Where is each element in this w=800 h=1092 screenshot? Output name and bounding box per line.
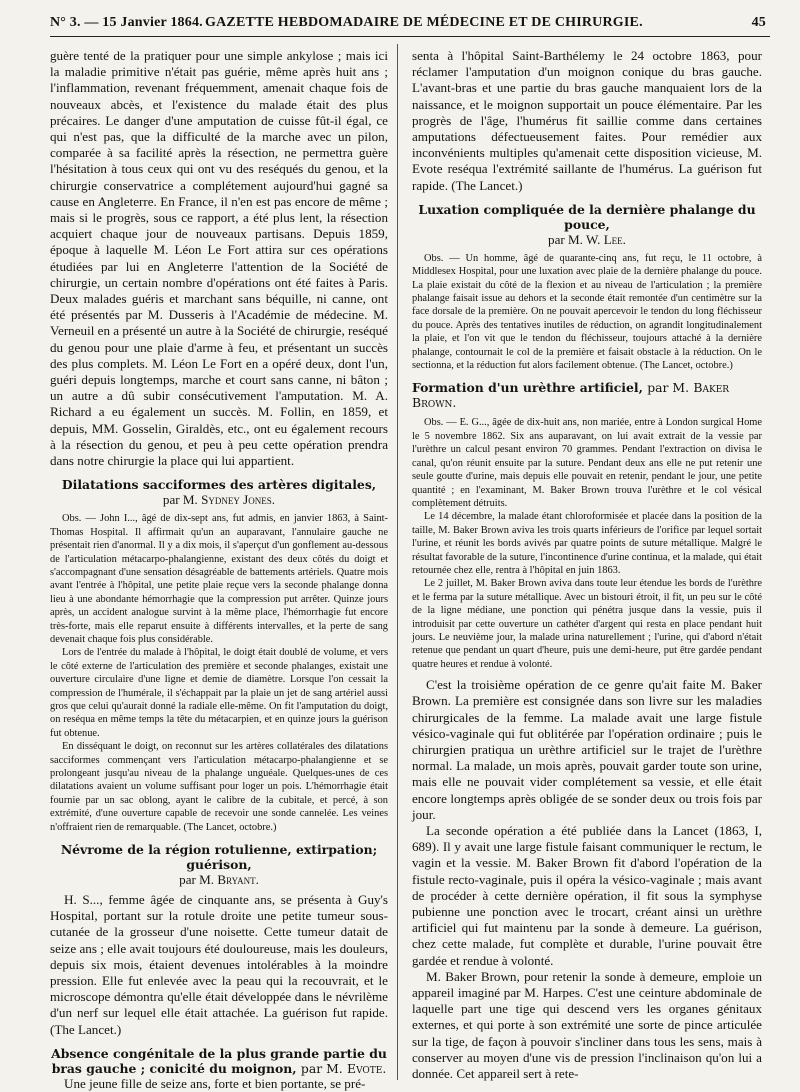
byline-prefix: par M.	[162, 492, 198, 508]
dilatations-p3: En disséquant le doigt, on reconnut sur les artères collatérales des dilatations sacciformes commençant vers l'articulation métacarpo-phalangienne et se prolongeant jusqu'au niveau de la phalange unguéale. Quelques-unes de ces dilatations avaient un volume suffisant pour loger un pois. L'hémorrhagie était fournie par un sac oblong, ayant le calibre de la cubitale, et percé, à son extrémité, d'une ouverture capable de recevoir une sonde cannelée. Les veines n'offraient rien de remarquable. (The Lancet, octobre.)	[50, 741, 388, 833]
luxation-obs: Obs. — Un homme, âgé de quarante-cinq ans, fut reçu, le 11 octobre, à Middlesex Hospital, pour une luxation avec plaie de la dernière phalange du pouce. La plaie existait du côté de la flexion et au niveau de l'articulation ; la première phalange faisait issue au dehors et la seconde était remontée d'un centimètre sur la face dorsale de la première. On ne pouvait apercevoir le tendon du long fléchisseur du pouce. Après des tentatives inutiles de réduction, on agrandit longitudinalement la plaie, et l'on vit que le tendon du fléchisseur, toujours attaché à la dernière phalange, contournait le col de la première et faisait obstacle à la réduction. On le sectionna, et la réduction fut alors facilement obtenue. (The Lancet, octobre.)	[412, 252, 762, 372]
urethre-p5: La seconde opération a été publiée dans la Lancet (1863, I, 689). Il y avait une large fistule faisant communiquer le rectum, le vagin et la vessie. M. Baker Brown fit d'abord l'opération de la fistule recto-vaginale, puis il opéra la vésico-vaginale ; mais avant de procéder à cette dernière opération, il fit sous la symphyse pubienne une ponction avec le trocart, créant ainsi un urèthre artificiel qui fut maintenu par la sonde à demeure. La guérison, chez cette malade, fut complète et durable, l'urine pouvait être gardée et rendue à volonté.	[412, 823, 762, 968]
byline-dilatations	[50, 492, 388, 508]
issue-date: N° 3. — 15 Janvier 1864.	[50, 15, 203, 30]
author-name: Lee.	[603, 231, 626, 247]
page-number: 45	[751, 15, 766, 30]
section-title-urethre	[412, 380, 762, 410]
byline-prefix: par M. W.	[548, 231, 601, 247]
byline-nevrome	[50, 872, 388, 888]
byline-luxation	[412, 232, 762, 248]
dilatations-obs: Obs. — John I..., âgé de dix-sept ans, fut admis, en janvier 1863, à Saint-Thomas Hospital. Il affirmait qu'un an auparavant, l'annulaire gauche ne présentait rien d'anormal. Il y a dix mois, il s'aperçut d'un gonflement au-dessous de l'articulation métacarpo-phalangienne, existant des deux côtés du doigt et s'accompagnant d'une sensation désagréable de battements artériels. Quatre mois avant l'entrée à l'hôpital, une petite plaie reçue vers la seconde phalange donna lieu à une abondante hémorrhagie que la compression put arrêter. Quinze jours après, un accident analogue survint à la même place, l'hémorrhagie fut encore très-forte, mais elle reparut ensuite à différents intervalles, et la perte de sang devenait chaque fois plus considérable.	[50, 513, 388, 645]
author-name: Bryant.	[217, 872, 259, 888]
section-title-text: Formation d'un urèthre artificiel,	[412, 380, 643, 396]
section-title-absence	[50, 1046, 388, 1076]
page-header	[50, 12, 770, 37]
dilatations-p2: Lors de l'entrée du malade à l'hôpital, le doigt était doublé de volume, et vers le côté externe de l'articulation des première et seconde phalanges, existait une ouverture circulaire d'une ligne et demie de diamètre. Lorsque l'on cessait la compression de l'humérale, il s'échappait par la plaie un jet de sang artériel aussi gros que celui qu'aurait donné la radiale elle-même. On fit l'amputation du doigt, on reséqua en même temps la tête du métacarpien, et en quinze jours la guérison fut obtenue.	[50, 647, 388, 739]
author-name: Baker Brown.	[412, 380, 730, 411]
right-column	[412, 48, 762, 1080]
urethre-obs: Obs. — E. G..., âgée de dix-huit ans, non mariée, entre à London surgical Home le 5 novembre 1862. Six ans auparavant, on lui avait extrait de la vessie par l'urèthre un calcul pesant environ 70 grammes. Pendant l'extraction on divisa le canal, qu'on réunit ensuite par la suture. Pendant deux ans elle ne put retenir une seule goutte d'urine, mais depuis elle pouvait en retenir, pendant le jour, une petite quantité ; en l'examinant, M. Baker Brown trouva l'urèthre et le col vésical complètement détruits.	[412, 417, 762, 509]
author-name: Sydney Jones.	[201, 492, 276, 508]
byline-prefix: par M.	[300, 1060, 343, 1076]
left-column	[50, 48, 388, 1091]
byline-prefix: par M.	[179, 872, 215, 888]
urethre-p6: M. Baker Brown, pour retenir la sonde à demeure, emploie un appareil imaginé par M. Harpes. C'est une ceinture abdominale de laquelle part une tige qui descend vers les organes génitaux externes, et qui porte à son extrémité une sorte de pince articulée sur la tige, de façon à pouvoir s'incliner dans tous les sens, mais à conserver au moyen d'une vis de pression l'inclinaison qu'on lui a donnée. Cet appareil sert à rete-	[412, 968, 762, 1082]
section-title-text: Absence congénitale de la plus grande partie du bras gauche ; conicité du moignon,	[51, 1045, 387, 1076]
section-title-nevrome: Névrome de la région rotulienne, extirpation; guérison,	[60, 842, 378, 873]
intro-paragraph: guère tenté de la pratiquer pour une simple ankylose ; mais ici la maladie primitive n'était pas guérie, même après huit ans ; l'inflammation, revenant fréquemment, amenait chaque fois de nouveaux abcès, et l'existence du malade était des plus précaires. Le danger d'une amputation de cuisse fût-il égal, ce qui n'est pas, que la difficulté de la marche avec un pilon, comparée à sa facilité après la résection, ne permettra guère l'hésitation à tous ceux qui ont vu des reséqués du genou, et la chirurgie conservatrice a complétement aujourd'hui gagné sa cause en Angleterre. En France, il n'en est pas encore de même ; mais si le progrès, sous ce rapport, a été plus lent, la résection acquiert chaque jour de nouveaux partisans. Depuis 1859, époque à laquelle M. Léon Le Fort attira sur ces opérations étudiées par lui en Angleterre l'attention de la Société de chirurgie, un certain nombre d'opérations ont été faites à Paris. Deux malades guéris et marchant sans béquille, ni canne, ont été présentés par M. Dusseris à l'Académie de médecine. M. Verneuil en a présenté un autre à la Société de chirurgie, reséqué du genou pour une plaie d'arme à feu, et présentant un succès des plus complets. M. Léon Le Fort en a opéré deux, dont l'un, guéri depuis longtemps, marche et court sans canne, ni bâton ; un autre a dû subir consécutivement l'amputation. M. A. Richard a eu également un succès. M. Follin, en 1859, et depuis, MM. Gosselin, Giraldès, etc., ont eu également recours à la résection du genou, et peu à peu cette opération prendra dans notre chirurgie la place qui lui appartient.	[50, 48, 388, 469]
column-divider	[397, 44, 398, 1080]
urethre-p4: C'est la troisième opération de ce genre qu'ait faite M. Baker Brown. La première est consignée dans son livre sur les maladies chirurgicales de la femme. La malade avait une large fistule vésico-vaginale qui fut oblitérée par l'opération ordinaire ; puis le chirurgien pratiqua un urèthre artificiel sur le trajet de l'urèthre normal. La malade, un mois après, pouvait garder toute son urine, mais elle ne pouvait vider complétement sa vessie, et elle était encore longtemps après obligée de se sonder deux ou trois fois par jour.	[412, 677, 762, 822]
nevrome-paragraph: H. S..., femme âgée de cinquante ans, se présenta à Guy's Hospital, portant sur la rotule droite une petite tumeur sous-cutanée de la grosseur d'une noisette. Cette tumeur datait de seize ans ; elle avait toujours été douloureuse, mais les douleurs, depuis six mois, étaient devenues intolérables à la moindre pression. Elle fut enlevée avec la peau qui la recouvrait, et le microscope démontra qu'elle était développée dans le névrilème d'un nerf sur lequel elle était attachée. La guérison fut rapide. (The Lancet.)	[50, 892, 388, 1037]
journal-title: GAZETTE HEBDOMADAIRE DE MÉDECINE ET DE CHIRURGIE.	[205, 15, 643, 30]
absence-paragraph-cont: senta à l'hôpital Saint-Barthélemy le 24 octobre 1863, pour réclamer l'amputation d'un moignon conique du bras gauche. L'avant-bras et une partie du bras gauche manquaient lors de la naissance, et le moignon supportait un pouce élémentaire. Par les progrès de l'âge, l'humérus fit saillie comme dans certaines amputations défectueusement faites. Pour remédier aux inconvénients multiples qu'amenait cette disposition vicieuse, M. Evote reséqua l'extrémité saillante de l'humérus. La guérison fut rapide. (The Lancet.)	[412, 48, 762, 193]
byline-prefix: par M.	[647, 380, 690, 396]
urethre-p3: Le 2 juillet, M. Baker Brown aviva dans toute leur étendue les bords de l'urèthre et le ferma par la suture métallique. Avec un bistouri étroit, il fit, un peu sur le côté de la ligne médiane, une ponction qui pénétra jusque dans la vessie, puis il introduisit par cette ouverture un cathéter d'argent qui resta en place pendant huit jours. Le neuvième jour, la malade urina naturellement ; l'urine, qui d'abord n'était retenue que pendant un quart d'heure, puis une demi-heure, put être gardée pendant quatre heures et rendue à volonté.	[412, 578, 762, 670]
section-title-dilatations: Dilatations sacciformes des artères digitales,	[61, 477, 377, 493]
section-title-luxation: Luxation compliquée de la dernière phalange du pouce,	[418, 201, 756, 232]
urethre-p2: Le 14 décembre, la malade étant chloroformisée et placée dans la position de la taille, M. Baker Brown aviva les trois quarts inférieurs de l'orifice par lequel sortait l'urine, et réunit les bords avivés par quatre points de suture métallique. Malgré le résultat favorable de la suture, l'incontinence d'urine continua, et la malade, qui était retournée chez elle, rentra à l'hôpital en juin 1863.	[412, 511, 762, 576]
author-name: Evote.	[347, 1060, 387, 1076]
absence-paragraph-start: Une jeune fille de seize ans, forte et bien portante, se pré-	[64, 1075, 366, 1091]
